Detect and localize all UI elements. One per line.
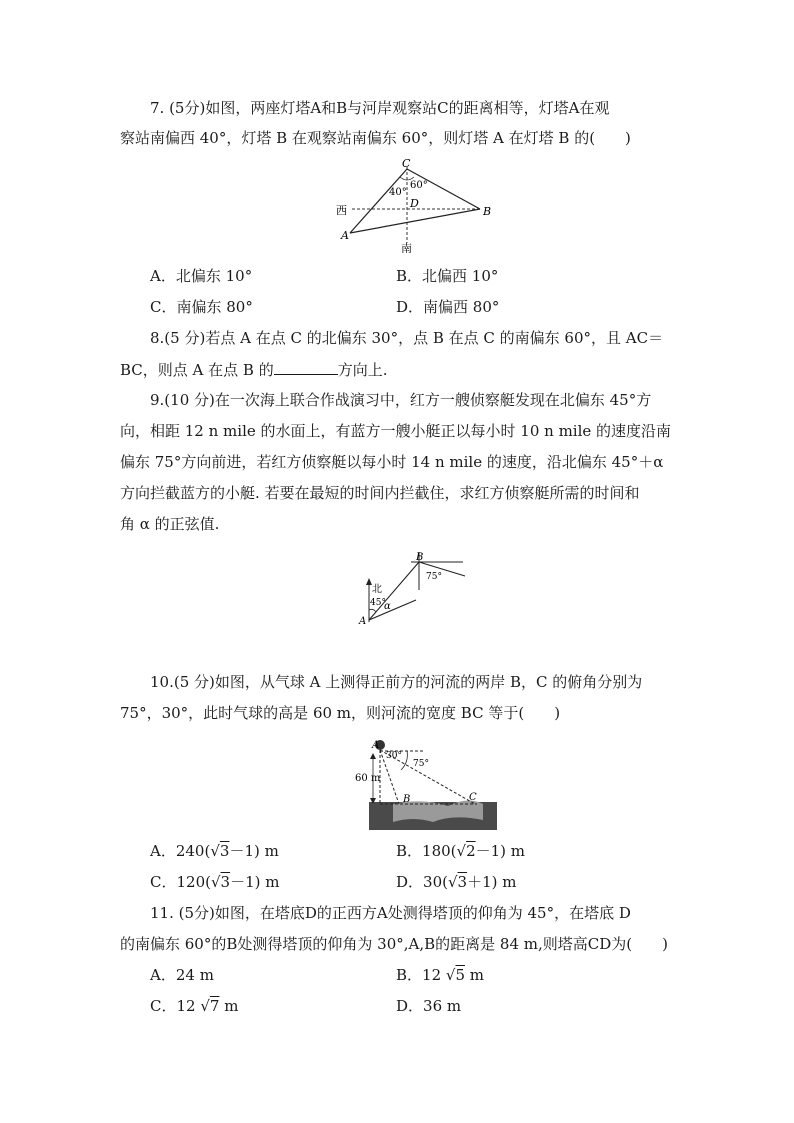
q10-angle-75: 75°	[413, 759, 429, 769]
q9-label-north: 北	[372, 584, 382, 595]
q11-option-c	[150, 996, 238, 1016]
radical-sign: √	[456, 842, 467, 860]
radical-sign: √	[200, 997, 210, 1015]
q10-label-c: C	[469, 792, 477, 803]
q8-line2	[120, 359, 388, 380]
q10-option-c	[150, 872, 279, 892]
q9-label-a: A	[359, 616, 367, 627]
q10-option-a-radicand: 3	[219, 842, 230, 860]
q10-option-d-post: ＋1) m	[467, 873, 517, 891]
q9-line5: 角 α 的正弦值.	[120, 515, 220, 533]
q11-line1: 11. (5分)如图，在塔底D的正西方A处测得塔顶的仰角为 45°，在塔底 D	[150, 904, 631, 922]
q9-line3: 偏东 75°方向前进，若红方侦察艇以每小时 14 n mile 的速度，沿北偏东 45°＋α	[120, 453, 664, 471]
q10-option-b-pre: B．180(	[396, 842, 457, 860]
q9-line1: 9.(10 分)在一次海上联合作战演习中，红方一艘侦察艇发现在北偏东 45°方	[150, 391, 652, 409]
q7-label-c: C	[402, 157, 411, 170]
q9-alpha: α	[384, 601, 391, 612]
q10-option-c-post: －1) m	[230, 873, 280, 891]
radical-sign: √	[447, 873, 458, 891]
q7-line1: 7. (5分)如图，两座灯塔A和B与河岸观察站C的距离相等，灯塔A在观	[150, 99, 610, 117]
q7-label-a: A	[341, 229, 349, 242]
radical-sign: √	[210, 842, 220, 860]
q7-angle-40: 40°	[389, 187, 407, 198]
q8-line2-after: 方向上.	[337, 361, 388, 379]
q10-figure	[353, 734, 501, 832]
radical-sign: √	[210, 873, 221, 891]
q11-option-c-pre: C．12	[150, 997, 196, 1015]
q9-angle-arc-45	[369, 609, 376, 612]
q11-option-a: A．24 m	[150, 966, 214, 984]
q10-label-a: A	[372, 740, 380, 751]
q11-option-b-radicand: 5	[455, 966, 466, 984]
q10-angle-arc-75	[401, 751, 407, 770]
q7-label-west: 西	[336, 204, 347, 217]
q7-side-ab	[350, 209, 480, 233]
q7-option-d: D．南偏西 80°	[396, 298, 500, 316]
q7-angle-60: 60°	[410, 180, 428, 191]
q10-option-b	[396, 841, 525, 861]
q10-label-b: B	[403, 794, 411, 805]
q9-angle-75: 75°	[426, 572, 442, 582]
q7-option-b: B．北偏西 10°	[396, 267, 499, 285]
q10-height-label: 60 m	[355, 773, 381, 784]
q7-option-c: C．南偏东 80°	[150, 298, 253, 316]
q9-figure	[353, 550, 471, 636]
q7-label-d: D	[410, 197, 419, 210]
q10-option-b-post: －1) m	[475, 842, 526, 860]
q11-option-c-radicand: 7	[209, 997, 220, 1015]
q10-angle-30: 30°	[386, 751, 402, 761]
q9-line4: 方向拦截蓝方的小艇. 若要在最短的时间内拦截住，求红方侦察艇所需的时间和	[120, 484, 640, 502]
q10-option-a-post: －1) m	[229, 842, 279, 860]
q11-option-c-post: m	[219, 997, 239, 1015]
q10-line1: 10.(5 分)如图，从气球 A 上测得正前方的河流的两岸 B，C 的俯角分别为	[150, 673, 643, 691]
q7-figure	[330, 157, 500, 253]
q11-option-b-pre: B．12	[396, 966, 442, 984]
q10-line2: 75°，30°，此时气球的高是 60 m，则河流的宽度 BC 等于( )	[120, 704, 561, 722]
q10-option-d-radicand: 3	[457, 873, 468, 891]
q11-line2: 的南偏东 60°的B处测得塔顶的仰角为 30°,A,B的距离是 84 m,则塔高CD为( )	[120, 935, 668, 953]
q7-option-a: A．北偏东 10°	[150, 267, 253, 285]
q7-line2: 察站南偏西 40°，灯塔 B 在观察站南偏东 60°，则灯塔 A 在灯塔 B 的( )	[120, 129, 631, 147]
q10-option-d	[396, 872, 516, 892]
q10-option-c-radicand: 3	[220, 873, 231, 891]
q10-option-a-pre: A．240(	[150, 842, 211, 860]
radical-sign: √	[445, 966, 456, 984]
q9-label-b: B	[416, 552, 424, 563]
q10-option-a	[150, 841, 279, 861]
q7-side-ca	[350, 169, 407, 233]
q7-label-b: B	[483, 205, 492, 218]
q11-option-b-post: m	[465, 966, 485, 984]
q10-option-c-pre: C．120(	[150, 873, 211, 891]
q10-height-arrowhead-top	[370, 753, 376, 759]
q11-option-b	[396, 965, 484, 985]
q9-line2: 向，相距 12 n mile 的水面上，有蓝方一艘小艇正以每小时 10 n mile 的速度沿南	[120, 422, 672, 440]
q7-label-south: 南	[401, 242, 412, 253]
q11-option-d: D．36 m	[396, 997, 462, 1015]
q10-option-d-pre: D．30(	[396, 873, 448, 891]
q9-angle-45: 45°	[370, 598, 386, 608]
q8-line2-before: BC，则点 A 在点 B 的	[120, 361, 274, 379]
q10-option-b-radicand: 2	[466, 842, 476, 860]
q8-answer-blank	[274, 359, 338, 375]
q8-line1: 8.(5 分)若点 A 在点 C 的北偏东 30°，点 B 在点 C 的南偏东 60°，且 AC＝	[150, 329, 664, 347]
